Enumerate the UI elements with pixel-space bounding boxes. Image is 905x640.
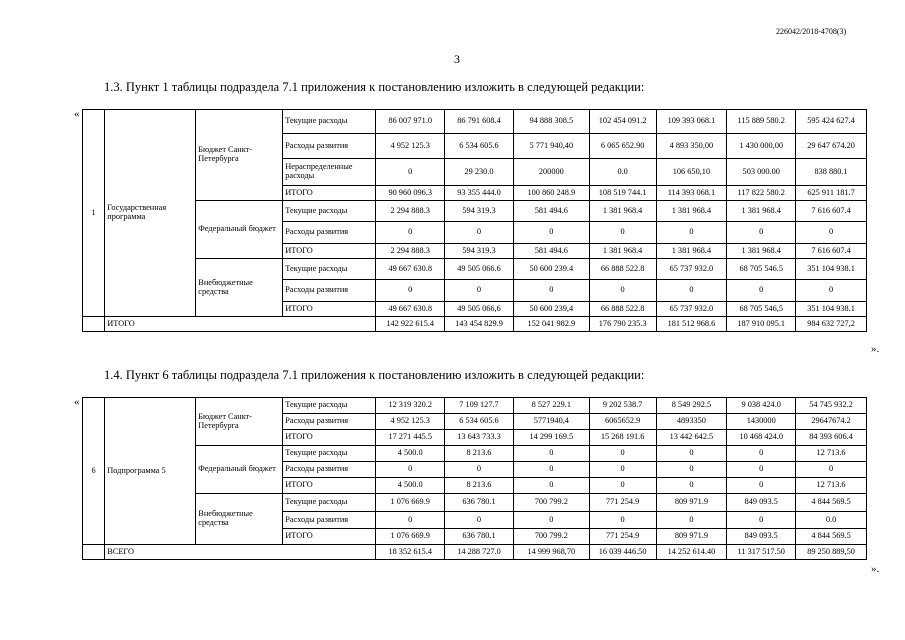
expense-type: Расходы развития (283, 134, 376, 159)
funding-source: Бюджет Санкт-Петербурга (196, 110, 283, 201)
value-cell: 594 319.3 (445, 244, 514, 259)
funding-source: Бюджет Санкт-Петербурга (196, 398, 283, 446)
section-2-table (82, 397, 867, 560)
value-cell: 8 549 292.5 (656, 398, 727, 414)
value-cell: 1 381 968.4 (656, 244, 727, 259)
expense-type: Текущие расходы (283, 259, 376, 280)
value-cell: 9 038 424.0 (727, 398, 796, 414)
value-cell: 0 (727, 222, 796, 244)
total-value-cell: 152 041 982.9 (513, 317, 589, 332)
value-cell: 1430000 (727, 414, 796, 430)
total-value-cell: 11 317 517.50 (727, 545, 796, 560)
program-name: Государственная программа (105, 110, 196, 317)
total-value-cell: 89 250 889,50 (796, 545, 867, 560)
program-name: Подпрограмма 5 (105, 398, 196, 545)
value-cell: 12 713.6 (796, 446, 867, 462)
value-cell: 8 527 229.1 (513, 398, 589, 414)
value-cell: 6 065 652.90 (589, 134, 656, 159)
value-cell: 4 500.0 (376, 446, 445, 462)
value-cell: 1 076 669.9 (376, 494, 445, 512)
value-cell: 54 745 932.2 (796, 398, 867, 414)
value-cell: 29 647 674.20 (796, 134, 867, 159)
total-label: ВСЕГО (105, 545, 376, 560)
value-cell: 66 888 522.8 (589, 302, 656, 317)
value-cell: 0.0 (589, 159, 656, 186)
section-2-open-quote: « (74, 396, 80, 408)
value-cell: 0 (796, 222, 867, 244)
value-cell: 700 799.2 (513, 529, 589, 545)
value-cell: 4893350 (656, 414, 727, 430)
value-cell: 351 104 938.1 (796, 302, 867, 317)
table-row (83, 110, 867, 134)
section-1-close-quote: ». (871, 343, 880, 355)
section-1-table (82, 109, 867, 332)
value-cell: 0 (445, 222, 514, 244)
value-cell: 595 424 627.4 (796, 110, 867, 134)
value-cell: 0 (656, 478, 727, 494)
value-cell: 94 888 308.5 (513, 110, 589, 134)
value-cell: 0 (376, 512, 445, 529)
value-cell: 849 093.5 (727, 529, 796, 545)
total-value-cell: 142 922 615.4 (376, 317, 445, 332)
section-2-heading: 1.4. Пункт 6 таблицы подраздела 7.1 приложения к постановлению изложить в следующей редакции: (104, 368, 645, 382)
value-cell: 50 600 239,4 (513, 302, 589, 317)
value-cell: 5 771 940,40 (513, 134, 589, 159)
value-cell: 0 (445, 462, 514, 478)
value-cell: 0 (727, 462, 796, 478)
value-cell: 6 534 605.6 (445, 134, 514, 159)
section-1-heading: 1.3. Пункт 1 таблицы подраздела 7.1 приложения к постановлению изложить в следующей редакции: (104, 80, 645, 94)
value-cell: 7 616 607.4 (796, 201, 867, 222)
value-cell: 625 911 181.7 (796, 186, 867, 201)
total-value-cell: 14 288 727.0 (445, 545, 514, 560)
value-cell: 86 791 608.4 (445, 110, 514, 134)
value-cell: 6065652.9 (589, 414, 656, 430)
value-cell: 50 600 239.4 (513, 259, 589, 280)
value-cell: 0 (796, 280, 867, 302)
value-cell: 0 (656, 446, 727, 462)
total-row (83, 545, 867, 560)
value-cell: 0 (513, 478, 589, 494)
value-cell: 68 705 546,5 (727, 302, 796, 317)
value-cell: 9 202 538.7 (589, 398, 656, 414)
value-cell: 4 952 125.3 (376, 414, 445, 430)
value-cell: 0 (727, 280, 796, 302)
value-cell: 65 737 932.0 (656, 259, 727, 280)
value-cell: 0 (376, 159, 445, 186)
value-cell: 0 (656, 280, 727, 302)
value-cell: 65 737 932.0 (656, 302, 727, 317)
value-cell: 106 650,10 (656, 159, 727, 186)
expense-type: Расходы развития (283, 414, 376, 430)
value-cell: 12 319 320.2 (376, 398, 445, 414)
expense-type: Расходы развития (283, 512, 376, 529)
total-value-cell: 181 512 968.6 (656, 317, 727, 332)
value-cell: 581 494.6 (513, 244, 589, 259)
value-cell: 49 667 630.8 (376, 259, 445, 280)
expense-type: Текущие расходы (283, 446, 376, 462)
value-cell: 49 505 066.6 (445, 259, 514, 280)
total-value-cell: 14 252 614.40 (656, 545, 727, 560)
value-cell: 114 393 068.1 (656, 186, 727, 201)
value-cell: 0 (589, 280, 656, 302)
expense-type: Расходы развития (283, 462, 376, 478)
value-cell: 66 888 522.8 (589, 259, 656, 280)
value-cell: 100 860 248.9 (513, 186, 589, 201)
value-cell: 809 971.9 (656, 529, 727, 545)
value-cell: 4 893 350,00 (656, 134, 727, 159)
value-cell: 13 643 733.3 (445, 430, 514, 446)
value-cell: 4 844 569.5 (796, 529, 867, 545)
table-row (83, 446, 867, 462)
value-cell: 351 104 938.1 (796, 259, 867, 280)
expense-type: Текущие расходы (283, 494, 376, 512)
value-cell: 200000 (513, 159, 589, 186)
value-cell: 594 319.3 (445, 201, 514, 222)
value-cell: 0 (513, 462, 589, 478)
value-cell: 12 713.6 (796, 478, 867, 494)
value-cell: 49 667 630.8 (376, 302, 445, 317)
value-cell: 771 254.9 (589, 529, 656, 545)
value-cell: 849 093.5 (727, 494, 796, 512)
expense-type: ИТОГО (283, 302, 376, 317)
value-cell: 4 844 569.5 (796, 494, 867, 512)
value-cell: 1 430 000,00 (727, 134, 796, 159)
value-cell: 636 780.1 (445, 529, 514, 545)
value-cell: 0 (513, 512, 589, 529)
expense-type: Расходы развития (283, 280, 376, 302)
value-cell: 0 (589, 512, 656, 529)
value-cell: 17 271 445.5 (376, 430, 445, 446)
value-cell: 503 000.00 (727, 159, 796, 186)
value-cell: 838 880.1 (796, 159, 867, 186)
value-cell: 84 393 606.4 (796, 430, 867, 446)
value-cell: 0 (376, 222, 445, 244)
value-cell: 86 007 971.0 (376, 110, 445, 134)
section-2-close-quote: ». (871, 563, 880, 575)
value-cell: 4 952 125.3 (376, 134, 445, 159)
value-cell: 68 705 546.5 (727, 259, 796, 280)
total-value-cell: 16 039 446.50 (589, 545, 656, 560)
total-value-cell: 187 910 095.1 (727, 317, 796, 332)
document-number: 226042/2018-4708(3) (776, 27, 847, 36)
value-cell: 1 381 968.4 (589, 244, 656, 259)
total-value-cell: 984 632 727,2 (796, 317, 867, 332)
value-cell: 7 109 127.7 (445, 398, 514, 414)
value-cell: 0 (727, 512, 796, 529)
total-value-cell: 18 352 615.4 (376, 545, 445, 560)
value-cell: 581 494.6 (513, 201, 589, 222)
value-cell: 4 500.0 (376, 478, 445, 494)
value-cell: 0 (589, 478, 656, 494)
funding-source: Федеральный бюджет (196, 446, 283, 494)
funding-source: Федеральный бюджет (196, 201, 283, 259)
value-cell: 0 (513, 222, 589, 244)
value-cell: 1 381 968.4 (589, 201, 656, 222)
funding-source: Внебюджетные средства (196, 259, 283, 317)
total-value-cell: 143 454 829.9 (445, 317, 514, 332)
item-number: 1 (83, 110, 105, 317)
value-cell: 809 971.9 (656, 494, 727, 512)
value-cell: 2 294 888.3 (376, 201, 445, 222)
value-cell: 0 (656, 462, 727, 478)
value-cell: 0 (513, 280, 589, 302)
expense-type: ИТОГО (283, 430, 376, 446)
value-cell: 117 822 580.2 (727, 186, 796, 201)
value-cell: 0 (589, 462, 656, 478)
value-cell: 771 254.9 (589, 494, 656, 512)
value-cell: 0 (589, 446, 656, 462)
value-cell: 13 442 642.5 (656, 430, 727, 446)
table-row (83, 398, 867, 414)
value-cell: 0 (727, 446, 796, 462)
table-row (83, 494, 867, 512)
value-cell: 0 (589, 222, 656, 244)
total-row (83, 317, 867, 332)
value-cell: 0 (656, 222, 727, 244)
expense-type: Текущие расходы (283, 398, 376, 414)
value-cell: 8 213.6 (445, 478, 514, 494)
value-cell: 93 355 444.0 (445, 186, 514, 201)
value-cell: 10 468 424.0 (727, 430, 796, 446)
value-cell: 0 (376, 462, 445, 478)
value-cell: 1 381 968.4 (656, 201, 727, 222)
page-number: 3 (454, 52, 460, 66)
value-cell: 109 393 068.1 (656, 110, 727, 134)
value-cell: 15 268 191.6 (589, 430, 656, 446)
value-cell: 700 799.2 (513, 494, 589, 512)
funding-source: Внебюджетные средства (196, 494, 283, 545)
value-cell: 29647674.2 (796, 414, 867, 430)
total-value-cell: 176 790 235.3 (589, 317, 656, 332)
item-number: 6 (83, 398, 105, 545)
value-cell: 0 (376, 280, 445, 302)
expense-type: ИТОГО (283, 186, 376, 201)
expense-type: Текущие расходы (283, 110, 376, 134)
value-cell: 115 889 580.2 (727, 110, 796, 134)
value-cell: 6 534 605.6 (445, 414, 514, 430)
value-cell: 1 076 669.9 (376, 529, 445, 545)
value-cell: 0 (727, 478, 796, 494)
expense-type: Нераспределенные расходы (283, 159, 376, 186)
value-cell: 49 505 066,6 (445, 302, 514, 317)
value-cell: 636 780.1 (445, 494, 514, 512)
table-row (83, 259, 867, 280)
expense-type: Текущие расходы (283, 201, 376, 222)
value-cell: 14 299 169.5 (513, 430, 589, 446)
value-cell: 2 294 888.3 (376, 244, 445, 259)
value-cell: 29 230.0 (445, 159, 514, 186)
expense-type: ИТОГО (283, 529, 376, 545)
value-cell: 8 213.6 (445, 446, 514, 462)
expense-type: Расходы развития (283, 222, 376, 244)
value-cell: 1 381 968.4 (727, 244, 796, 259)
value-cell: 0 (445, 280, 514, 302)
total-value-cell: 14 999 968,70 (513, 545, 589, 560)
value-cell: 7 616 607.4 (796, 244, 867, 259)
value-cell: 0.0 (796, 512, 867, 529)
value-cell: 5771940,4 (513, 414, 589, 430)
value-cell: 0 (513, 446, 589, 462)
table-row (83, 201, 867, 222)
value-cell: 1 381 968.4 (727, 201, 796, 222)
value-cell: 0 (796, 462, 867, 478)
value-cell: 108 519 744.1 (589, 186, 656, 201)
value-cell: 90 960 096.3 (376, 186, 445, 201)
value-cell: 0 (656, 512, 727, 529)
value-cell: 102 454 091.2 (589, 110, 656, 134)
value-cell: 0 (445, 512, 514, 529)
expense-type: ИТОГО (283, 478, 376, 494)
expense-type: ИТОГО (283, 244, 376, 259)
section-1-open-quote: « (74, 108, 80, 120)
total-label: ИТОГО (105, 317, 376, 332)
